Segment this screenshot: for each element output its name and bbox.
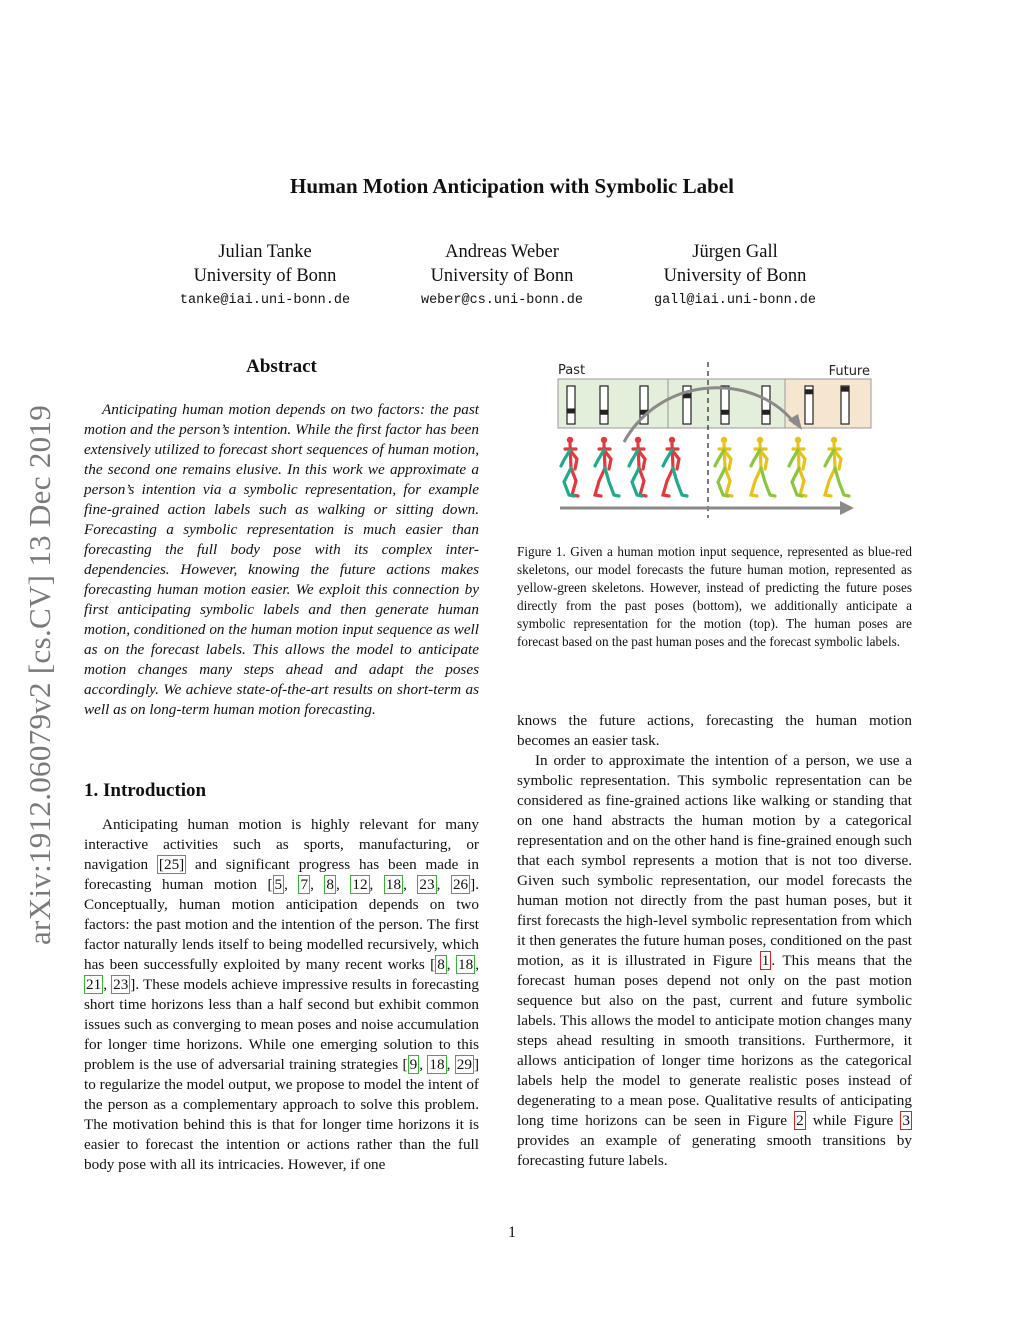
- citation-group: 8 , 18 , 21 , 23: [86, 956, 479, 993]
- intro-column-right: [517, 711, 912, 1171]
- abstract-body: [84, 400, 479, 720]
- paper-title: Human Motion Anticipation with Symbolic Label: [290, 174, 734, 198]
- arxiv-watermark: [16, 350, 64, 945]
- future-label: Future: [828, 364, 870, 379]
- figure-1-caption: Figure 1. Given a human motion input sequence, represented as blue-red skeletons, our model forecasts the future human motion, represented as yellow-green skeletons. However, instead of predicting the future poses directly from the past poses (bottom), we additionally anticipate a symbolic representation for the motion (top). The human poses are forecast based on the past human poses and the forecast symbolic labels.: [517, 544, 912, 649]
- author-affiliation: University of Bonn: [430, 266, 574, 286]
- past-skeleton: [629, 437, 646, 496]
- author-affiliation: University of Bonn: [663, 266, 807, 286]
- author-email[interactable]: tanke@iai.uni-bonn.de: [179, 293, 351, 308]
- author-name: Andreas Weber: [445, 242, 559, 262]
- arxiv-id: arXiv:1912.06079v2 [cs.CV] 13 Dec 2019: [22, 404, 57, 945]
- citation-group: 9 , 18 , 29: [409, 1056, 472, 1073]
- author-email[interactable]: gall@iai.uni-bonn.de: [653, 293, 817, 308]
- citation-link[interactable]: 12: [352, 876, 368, 893]
- citation-link[interactable]: 7: [300, 876, 309, 893]
- citation-link[interactable]: 8: [326, 876, 335, 893]
- citation-link[interactable]: 23: [419, 876, 435, 893]
- intro-paragraph-1: Anticipating human motion is highly relevant for many interactive activities such as sports, manufacturing, or navigation [25] and significant progress has been made in forecasting human motion [ 5 , 7 , 8 , 12 , 18 , 23 , 26 ]. Conceptually, human motion anticipation depends on two factors: the past motion and the intention of the person. The first factor naturally lends itself to being modelled recursively, which has been successfully exploited by many recent works [ 8 , 18 , 21 , 23 ]. These models achieve impressive results in forecasting short time horizons less than a half second but exhibit common issues such as converging to mean poses and noise accumulation for longer time horizons. While one emerging solution to this problem is the use of adversarial training strategies [ 9 , 18 , 29 ] to regularize the model output, we propose to model the intent of the person as a complementary approach to solve this problem. The motivation behind this is that for longer time horizons it is easier to forecast the intention or actions rather than the full body pose with all its intricacies. However, if one: [84, 816, 479, 1173]
- author-block-2: [372, 240, 632, 314]
- label-bar-marker: [841, 387, 849, 392]
- intro-paragraph-2: In order to approximate the intention of a person, we use a symbolic representation. This symbolic representation can be considered as fine-grained actions like walking or standing that on one hand abstracts the human motion by a categorical representation and on the other hand is fine-grained enough such that each symbol represents a motion that is not too diverse. Given such symbolic representation, our model forecasts the human motion not directly from the past human poses, but it first forecasts the high-level symbolic representation from which it then generates the future human poses, conditioned on the past motion, as it is illustrated in Figure 1 . This means that the forecast human poses depend not only on the past motion sequence but also on the past, current and future symbolic labels. This allows the model to anticipate motion changes many steps ahead resulting in smooth transitions. Furthermore, it allows anticipation of longer time horizons as the categorical labels help the model to generate realistic poses instead of degenerating to a mean pose. Qualitative results of anticipating long time horizons can be seen in Figure 2 while Figure 3 provides an example of generating smooth transitions by forecasting future labels.: [517, 752, 912, 1169]
- label-bar-marker: [567, 408, 575, 413]
- author-affiliation: University of Bonn: [193, 266, 337, 286]
- citation-link[interactable]: [25]: [158, 856, 185, 873]
- future-skeleton: [825, 437, 849, 496]
- past-skeleton: [595, 437, 619, 496]
- author-block-1: [135, 240, 395, 314]
- figure-1-illustration: [552, 358, 874, 520]
- citation-link[interactable]: 18: [385, 876, 402, 893]
- skeleton-sequence: [561, 437, 849, 496]
- future-skeleton: [789, 437, 806, 496]
- future-skeleton: [751, 437, 775, 496]
- label-bar-marker: [805, 389, 813, 394]
- label-bar-outline: [762, 386, 770, 424]
- abstract-heading: Abstract: [246, 356, 317, 377]
- label-bar-outline: [721, 386, 729, 424]
- citation-link[interactable]: 23: [113, 976, 129, 993]
- citation-link[interactable]: 26: [452, 876, 469, 893]
- citation-link[interactable]: 9: [409, 1056, 418, 1073]
- future-skeleton: [715, 437, 732, 496]
- past-skeleton: [663, 437, 687, 496]
- past-skeleton: [561, 437, 578, 496]
- intro-column-left: [84, 815, 479, 1175]
- citation-link[interactable]: 5: [274, 876, 283, 893]
- label-bar-marker: [762, 410, 770, 415]
- citation-link[interactable]: 18: [458, 956, 474, 973]
- citation-link[interactable]: 8: [437, 956, 445, 973]
- author-name: Julian Tanke: [218, 242, 312, 262]
- citation-group: 5 , 7 , 8 , 12 , 18 , 23 , 26: [274, 876, 469, 893]
- label-bar-outline: [841, 386, 849, 424]
- author-block-3: [605, 240, 865, 314]
- section-heading-introduction: 1. Introduction: [84, 780, 207, 801]
- label-bar-outline: [567, 386, 575, 424]
- intro-continuation: knows the future actions, forecasting the human motion becomes an easier task.: [517, 712, 912, 749]
- citation-link[interactable]: 29: [456, 1056, 472, 1073]
- past-label: Past: [558, 363, 586, 378]
- abstract-text: Anticipating human motion depends on two factors: the past motion and the person’s intention. While the first factor has been extensively utilized to forecast short sequences of human motion, the second one remains elusive. In this work we approximate a person’s intention via a symbolic representation, for example fine-grained action labels such as walking or sitting down. Forecasting a symbolic representation is much easier than forecasting the full body pose with its complex inter-dependencies. However, knowing the future actions makes forecasting human motion easier. We exploit this connection by first anticipating symbolic labels and then generate human motion, conditioned on the human motion input sequence as well as on the forecast labels. This allows the model to anticipate motion changes many steps ahead and adapt the poses accordingly. We achieve state-of-the-art results on short-term as well as on long-term human motion forecasting.: [84, 401, 479, 718]
- citation-link[interactable]: 21: [86, 976, 102, 993]
- label-bar-marker: [721, 410, 729, 415]
- label-bar-outline: [600, 386, 608, 424]
- author-name: Jürgen Gall: [692, 242, 778, 262]
- time-axis-arrowhead: [840, 501, 854, 515]
- figure-ref-link[interactable]: 2: [796, 1112, 804, 1129]
- figure-ref-link[interactable]: 3: [902, 1112, 910, 1129]
- figure-ref-link[interactable]: 1: [761, 952, 770, 969]
- author-email[interactable]: weber@cs.uni-bonn.de: [420, 293, 584, 308]
- label-bar-marker: [600, 410, 608, 415]
- citation-link[interactable]: 18: [429, 1056, 445, 1073]
- page-number: 1: [508, 1224, 516, 1241]
